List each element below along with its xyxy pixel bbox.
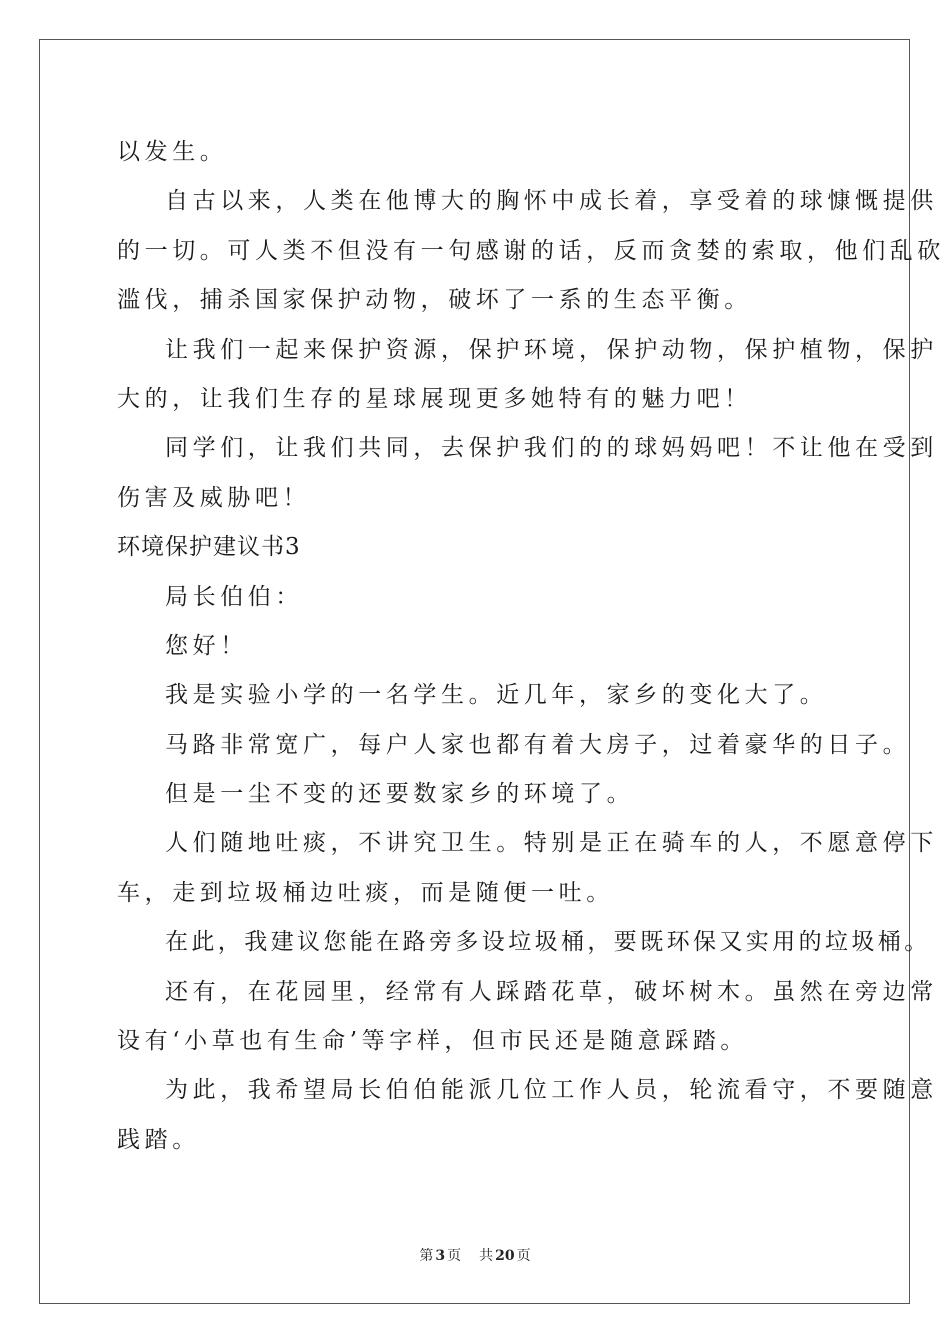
text-line-15: 人们随地吐痰，不讲究卫生。特别是正在骑车的人，不愿意停下 — [165, 830, 938, 857]
document-body — [117, 128, 945, 1165]
text-line-21: 践踏。 — [117, 1126, 200, 1153]
current-page-number: 3 — [435, 1248, 446, 1264]
text-line-2: 自古以来，人类在他博大的胸怀中成长着，享受着的球慷慨提供 — [165, 188, 938, 215]
text-line-8: 伤害及威胁吧！ — [117, 484, 311, 511]
text-line-1: 以发生。 — [117, 139, 228, 165]
total-label-prefix: 共 — [479, 1248, 494, 1264]
text-line-20: 为此，我希望局长伯伯能派几位工作人员，轮流看守，不要随意 — [165, 1077, 938, 1104]
text-line-6: 大的，让我们生存的星球展现更多她特有的魅力吧！ — [117, 385, 752, 412]
text-line-12: 我是实验小学的一名学生。近几年，家乡的变化大了。 — [165, 682, 828, 709]
text-line-16: 车，走到垃圾桶边吐痰，而是随便一吐。 — [117, 879, 614, 906]
text-line-19: 设有‘小草也有生命’等字样，但市民还是随意踩踏。 — [117, 1028, 749, 1055]
text-line-4: 滥伐，捕杀国家保护动物，破坏了一系的生态平衡。 — [117, 287, 752, 314]
salutation: 局长伯伯： — [165, 583, 303, 610]
text-line-17: 在此，我建议您能在路旁多设垃圾桶，要既环保又实用的垃圾桶。 — [165, 929, 931, 956]
section-heading: 环境保护建议书3 — [117, 534, 301, 561]
text-line-14: 但是一尘不变的还要数家乡的环境了。 — [165, 781, 635, 808]
text-line-7: 同学们，让我们共同，去保护我们的的球妈妈吧！不让他在受到 — [165, 435, 938, 462]
total-label-suffix: 页 — [516, 1248, 531, 1264]
greeting: 您好！ — [165, 632, 248, 659]
total-pages-number: 20 — [495, 1248, 515, 1264]
page-footer — [0, 1245, 950, 1265]
page-label-prefix: 第 — [419, 1248, 434, 1264]
text-line-3: 的一切。可人类不但没有一句感谢的话，反而贪婪的索取，他们乱砍 — [117, 237, 945, 264]
text-line-13: 马路非常宽广，每户人家也都有着大房子，过着豪华的日子。 — [165, 731, 911, 758]
text-line-18: 还有，在花园里，经常有人踩踏花草，破坏树木。虽然在旁边常 — [165, 978, 938, 1005]
text-line-5: 让我们一起来保护资源，保护环境，保护动物，保护植物，保护 — [165, 336, 938, 363]
page-label-suffix: 页 — [447, 1248, 462, 1264]
